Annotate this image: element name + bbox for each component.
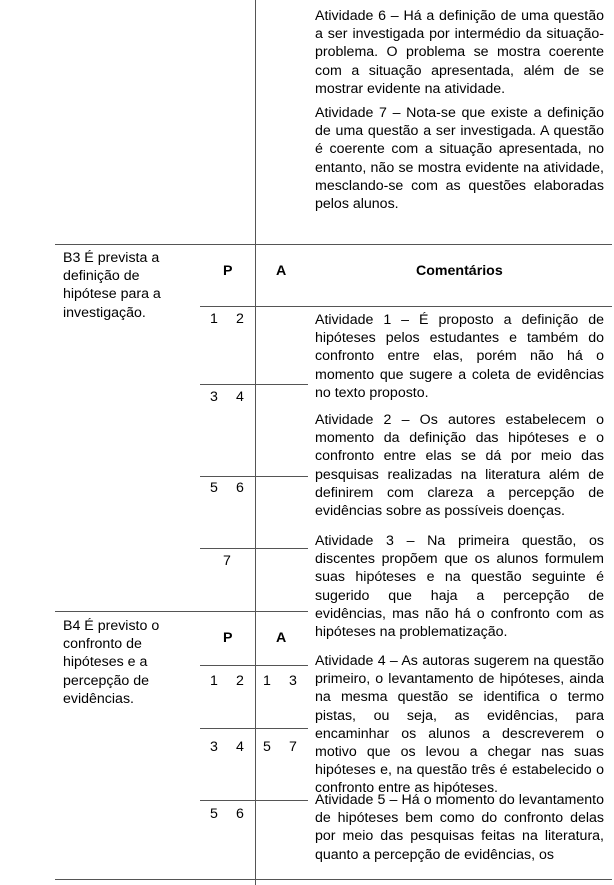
b4-header-divider (200, 665, 308, 666)
activity-1-comment: Atividade 1 – É proposto a definição de hipóteses pelos estudantes e também do confronto entre elas, porém não há o momento que sugere a coleta de evidências no texto proposto. (315, 312, 604, 401)
header-a: A (276, 630, 287, 646)
row-divider-b3 (55, 244, 612, 245)
p-value: 3 (210, 389, 218, 405)
p-cell-divider (200, 476, 255, 477)
p-cell-divider (200, 384, 255, 385)
p-cell-divider (200, 800, 255, 801)
p-value: 2 (236, 673, 244, 689)
p-value: 6 (236, 806, 244, 822)
a-cell-divider (255, 548, 308, 549)
activity-3-comment: Atividade 3 – Na primeira questão, os discentes propõem que os alunos formulem suas hipóteses e na questão seguinte é sugerido que haja a percepção de evidências, mas não há o confronto com as hipóteses na problematização. (315, 533, 604, 641)
p-value: 5 (210, 480, 218, 496)
a-value: 1 (263, 673, 271, 689)
activity-4-comment: Atividade 4 – As autoras sugerem na questão primeiro, o levantamento de hipóteses, ainda na mesma questão se identifica o termo pistas, ou seja, as evidências, para encaminhar os alunos a descreverem o motivo que os levou a chegar nas suas hipóteses e, na questão três é estabelecido o confronto entre as hipóteses. (315, 653, 604, 797)
header-p: P (223, 263, 233, 279)
column-divider (255, 0, 256, 885)
p-value: 2 (236, 311, 244, 327)
p-value: 1 (210, 311, 218, 327)
a-cell-divider (255, 800, 308, 801)
p-value: 4 (236, 739, 244, 755)
a-value: 7 (289, 739, 297, 755)
p-cell-divider (200, 548, 255, 549)
header-comments: Comentários (416, 263, 503, 279)
p-value: 6 (236, 480, 244, 496)
p-value: 3 (210, 739, 218, 755)
activity-5-comment: Atividade 5 – Há o momento do levantamento de hipóteses bem como do confronto delas por meio das pesquisas feitas na literatura, quanto a percepção de evidências, os (315, 792, 604, 863)
p-value: 4 (236, 389, 244, 405)
activity-7-comment: Atividade 7 – Nota-se que existe a definição de uma questão a ser investigada. A questão é coerente com a situação apresentada, no entanto, não se mostra evidente na atividade, mesclando-se com as questões elaboradas pelos alunos. (315, 105, 604, 213)
p-value: 7 (223, 553, 231, 569)
header-a: A (276, 263, 287, 279)
a-cell-divider (255, 384, 308, 385)
a-cell-divider (255, 728, 308, 729)
p-value: 5 (210, 806, 218, 822)
p-cell-divider (200, 728, 255, 729)
a-cell-divider (255, 476, 308, 477)
a-value: 3 (289, 673, 297, 689)
criterion-b3: B3 É prevista a definição de hipótese para a investigação. (63, 250, 161, 321)
activity-2-comment: Atividade 2 – Os autores estabelecem o momento da definição das hipóteses e o confronto entre elas se dá por meio das pesquisas realizadas na literatura além de definirem com clareza a percepção de evidências sobre as possíveis doenças. (315, 412, 604, 520)
p-value: 1 (210, 673, 218, 689)
row-divider-b4 (55, 611, 308, 612)
table-bottom-rule (55, 879, 612, 880)
row-divider-b3-header (200, 306, 612, 307)
header-p: P (223, 630, 233, 646)
activity-6-comment: Atividade 6 – Há a definição de uma questão a ser investigada por intermédio da situação-problema. O problema se mostra coerente com a situação apresentada, além de se mostrar evidente na atividade. (315, 8, 604, 97)
criterion-b4: B4 É previsto o confronto de hipóteses e a percepção de evidências. (63, 618, 160, 707)
a-value: 5 (263, 739, 271, 755)
